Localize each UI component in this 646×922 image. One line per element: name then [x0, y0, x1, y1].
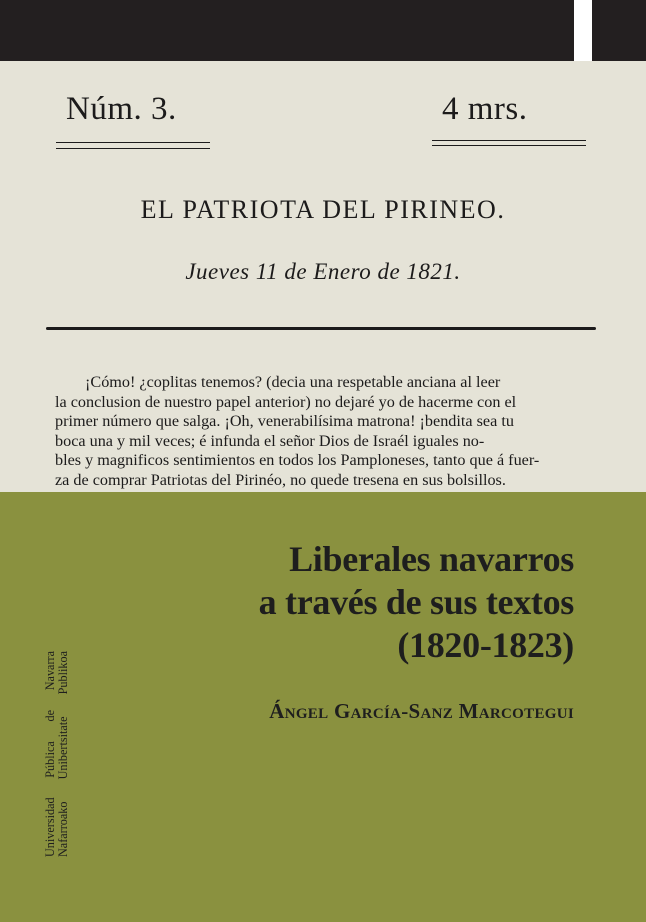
book-title-line-1: Liberales navarros — [289, 539, 574, 579]
rule-right-bottom — [432, 145, 586, 146]
book-title-line-3: (1820-1823) — [397, 625, 574, 665]
top-black-band-right — [592, 0, 646, 61]
newspaper-dateline: Jueves 11 de Enero de 1821. — [185, 259, 461, 284]
rule-right-top — [432, 140, 586, 141]
newspaper-scan — [0, 61, 646, 492]
issue-price: 4 mrs. — [442, 91, 528, 127]
publisher-name-eu: Nafarroako Unibertsitate Publikoa — [56, 651, 70, 857]
newspaper-masthead: EL PATRIOTA DEL PIRINEO. — [140, 195, 506, 224]
issue-number: Núm. 3. — [66, 91, 177, 127]
body-line: ¡Cómo! ¿coplitas tenemos? (decia una respetable anciana al leer — [85, 373, 501, 391]
newspaper-body — [55, 373, 601, 490]
body-line: za de comprar Patriotas del Pirinéo, no quede tresena en sus bolsillos. — [55, 470, 506, 489]
body-line: boca una y mil veces; é infunda el señor Dios de Israél iguales no- — [55, 431, 485, 450]
body-line: la conclusion de nuestro papel anterior) no dejaré yo de hacerme con el — [55, 392, 517, 411]
top-black-band — [0, 0, 574, 61]
rule-left-bottom — [56, 148, 210, 149]
publisher-vertical — [44, 651, 70, 857]
body-line: primer número que salga. ¡Oh, venerabilísima matrona! ¡bendita sea tu — [55, 412, 514, 430]
rule-left-top — [56, 142, 210, 143]
publisher-name-es: Universidad Pública de Navarra — [43, 651, 57, 857]
book-author: Ángel García-Sanz Marcotegui — [269, 699, 574, 723]
book-title-line-2: a través de sus textos — [258, 582, 574, 622]
masthead-divider — [46, 327, 596, 330]
body-line: bles y magnificos sentimientos en todos los Pamploneses, tanto que á fuer- — [55, 451, 540, 469]
